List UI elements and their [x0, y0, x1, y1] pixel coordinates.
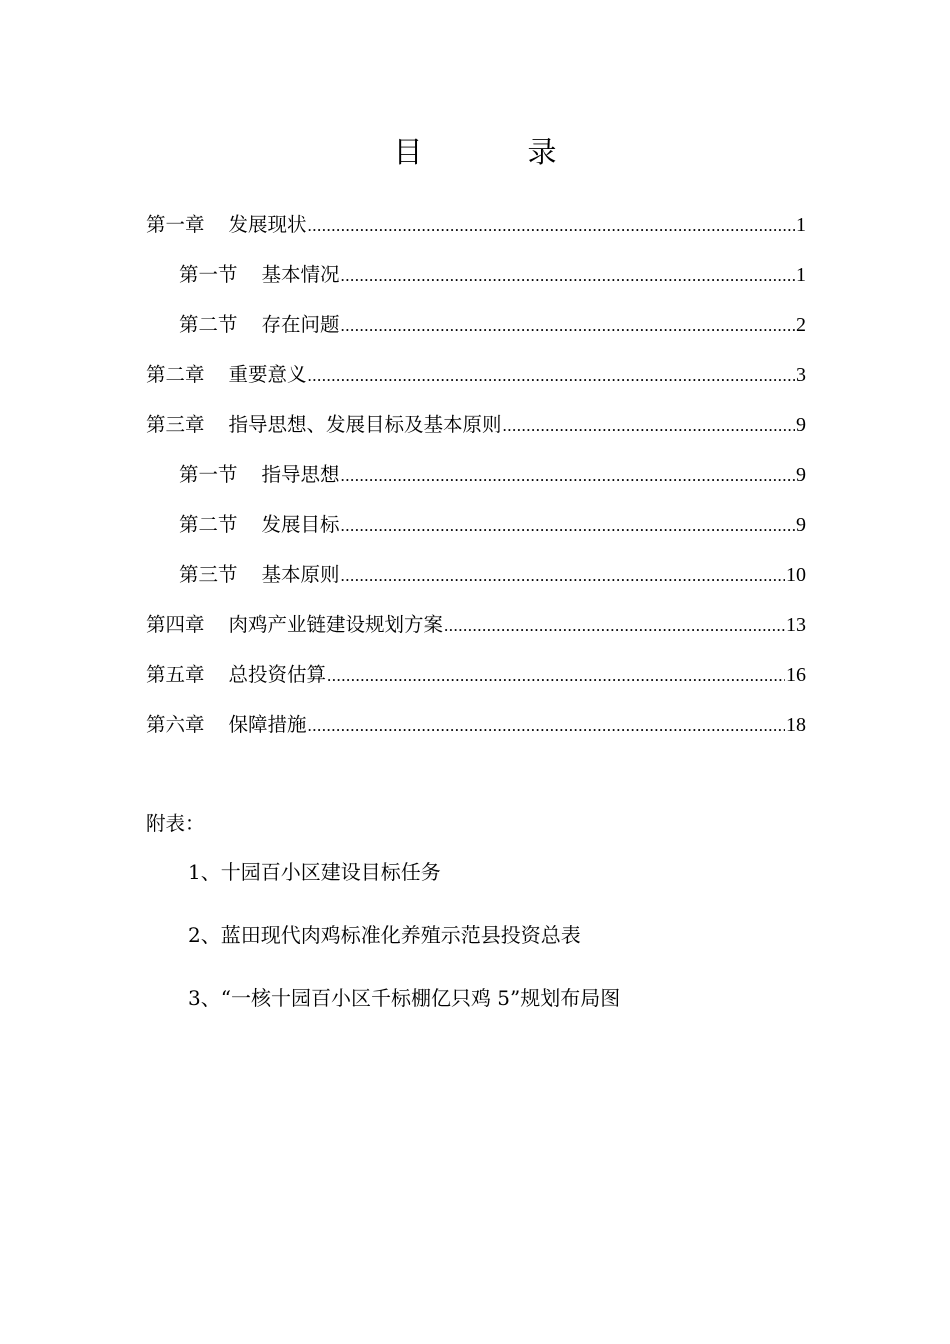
toc-title: 目 录	[393, 135, 595, 169]
toc-entry-label: 第六章	[146, 713, 205, 736]
toc-dot-leader	[444, 604, 785, 648]
toc-entry-text: 重要意义	[228, 363, 307, 386]
toc-entry-text: 保障措施	[228, 713, 307, 736]
toc-entry-text: 存在问题	[261, 313, 340, 336]
toc-entry-label: 第二章	[146, 363, 205, 386]
toc-entry-text: 指导思想、发展目标及基本原则	[228, 413, 502, 436]
toc-entry-chapter-5[interactable]	[146, 653, 806, 703]
toc-entry-page: 10	[786, 564, 806, 586]
toc-dot-leader	[341, 304, 795, 348]
toc-entry-section-1-2[interactable]	[146, 303, 806, 353]
appendix-item-3: 3、“一核十园百小区千标棚亿只鸡 5”规划布局图	[188, 986, 621, 1010]
toc-entry-label: 第一章	[146, 213, 205, 236]
toc-entry-section-3-3[interactable]	[146, 553, 806, 603]
appendix-list	[188, 854, 888, 1043]
toc-entry-section-3-2[interactable]	[146, 503, 806, 553]
toc-entry-page: 3	[796, 364, 806, 386]
toc-entry-section-3-1[interactable]	[146, 453, 806, 503]
toc-entry-page: 9	[796, 464, 806, 486]
toc-entry-chapter-3[interactable]	[146, 403, 806, 453]
appendix-heading: 附表：	[146, 812, 205, 835]
toc-entry-page: 1	[796, 214, 806, 236]
toc-entry-page: 9	[796, 414, 806, 436]
toc-dot-leader	[503, 404, 795, 448]
toc-entry-label: 第三节	[179, 563, 238, 586]
toc-dot-leader	[341, 254, 795, 298]
toc-entry-page: 2	[796, 314, 806, 336]
toc-entry-page: 1	[796, 264, 806, 286]
toc-entry-label: 第三章	[146, 413, 205, 436]
appendix-item-1: 1、十园百小区建设目标任务	[188, 860, 441, 884]
toc-entry-text: 总投资估算	[228, 663, 327, 686]
toc-entry-label: 第五章	[146, 663, 205, 686]
toc-entry-text: 基本原则	[261, 563, 340, 586]
toc-entry-text: 指导思想	[261, 463, 340, 486]
toc-entry-text: 发展目标	[261, 513, 340, 536]
toc-dot-leader	[308, 204, 795, 248]
table-of-contents	[146, 203, 806, 753]
toc-dot-leader	[341, 554, 785, 598]
toc-entry-section-1-1[interactable]	[146, 253, 806, 303]
toc-dot-leader	[308, 354, 795, 398]
toc-dot-leader	[341, 454, 795, 498]
toc-dot-leader	[308, 704, 785, 748]
toc-entry-chapter-1[interactable]	[146, 203, 806, 253]
toc-entry-label: 第一节	[179, 463, 238, 486]
toc-entry-chapter-6[interactable]	[146, 703, 806, 753]
toc-entry-page: 16	[786, 664, 806, 686]
toc-entry-chapter-2[interactable]	[146, 353, 806, 403]
toc-entry-label: 第四章	[146, 613, 205, 636]
toc-entry-text: 基本情况	[261, 263, 340, 286]
toc-entry-page: 9	[796, 514, 806, 536]
toc-entry-label: 第二节	[179, 513, 238, 536]
toc-entry-label: 第二节	[179, 313, 238, 336]
toc-entry-text: 发展现状	[228, 213, 307, 236]
toc-entry-chapter-4[interactable]	[146, 603, 806, 653]
toc-entry-page: 18	[786, 714, 806, 736]
toc-entry-page: 13	[786, 614, 806, 636]
toc-dot-leader	[341, 504, 795, 548]
appendix-item-2: 2、蓝田现代肉鸡标准化养殖示范县投资总表	[188, 923, 581, 947]
toc-entry-text: 肉鸡产业链建设规划方案	[228, 613, 444, 636]
toc-entry-label: 第一节	[179, 263, 238, 286]
toc-dot-leader	[327, 654, 785, 698]
